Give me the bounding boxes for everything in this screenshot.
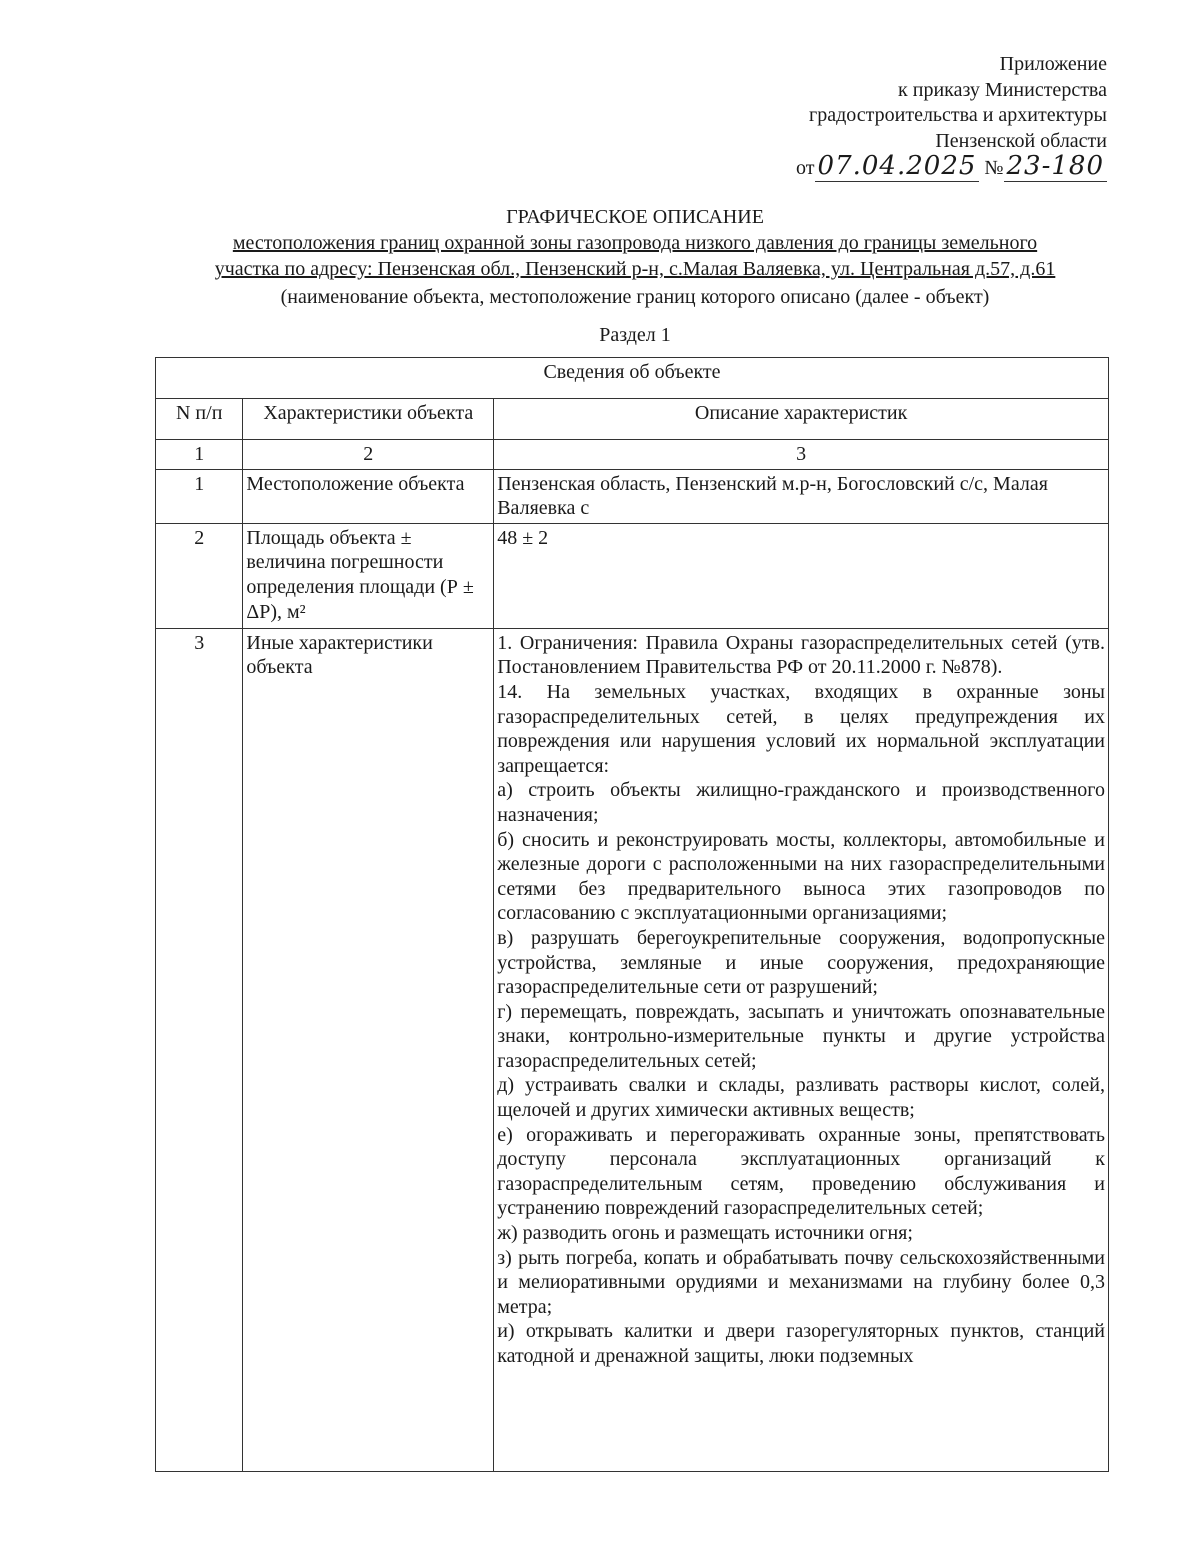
restriction-paragraph: и) открывать калитки и двери газорегуляторных пунктов, станций катодной и дренажной защиты, люки подземных	[497, 1320, 1105, 1367]
document-caption: (наименование объекта, местоположение границ которого описано (далее - объект)	[280, 286, 990, 308]
restriction-paragraph: 14. На земельных участках, входящих в охранные зоны газораспределительных сетей, в целях предупреждения их повреждения или нарушения условий их нормальной эксплуатации запрещается:	[497, 680, 1105, 777]
restriction-paragraph: в) разрушать берегоукрепительные сооружения, водопропускные устройства, земляные и иные сооружения, предохраняющие газораспределительные сети от разрушений;	[497, 926, 1105, 999]
row-characteristic: Местоположение объекта	[243, 469, 494, 523]
order-reference	[796, 151, 1107, 182]
object-info-table	[155, 357, 1109, 1472]
table-row	[156, 523, 1109, 628]
table-row	[156, 628, 1109, 1471]
restriction-paragraph: г) перемещать, повреждать, засыпать и уничтожать опознавательные знаки, контрольно-измерительные пункты и другие устройства газораспределительных сетей;	[497, 1000, 1105, 1072]
restriction-paragraph: 1. Ограничения: Правила Охраны газораспределительных сетей (утв. Постановлением Правительства РФ от 20.11.2000 г. №878).	[497, 631, 1105, 679]
table-row	[156, 469, 1109, 523]
order-date-handwritten: 07.04.2025	[815, 151, 980, 182]
section-title: Раздел 1	[599, 324, 671, 346]
row-description: 48 ± 2	[494, 523, 1109, 628]
table-column-numbers-row	[156, 440, 1109, 470]
order-number-handwritten: 23-180	[1004, 151, 1108, 182]
table-title: Сведения об объекте	[156, 358, 1109, 399]
order-number-label: №	[984, 157, 1004, 179]
appendix-block	[796, 52, 1107, 182]
row-number: 1	[156, 469, 243, 523]
appendix-line-1: Приложение	[999, 53, 1107, 75]
table-title-row	[156, 358, 1109, 399]
column-number-1: 1	[156, 440, 243, 470]
column-number-3: 3	[494, 440, 1109, 470]
row-number: 3	[156, 628, 243, 1471]
restriction-paragraph: б) сносить и реконструировать мосты, коллекторы, автомобильные и железные дороги с расположенными на них газораспределительными сетями без предварительного выноса этих газопроводов по согласованию с эксплуатационными организациями;	[497, 828, 1105, 925]
row-characteristic: Площадь объекта ± величина погрешности определения площади (Р ± ΔР), м²	[243, 523, 494, 628]
order-prefix: от	[796, 157, 815, 179]
restriction-paragraph: ж) разводить огонь и размещать источники огня;	[497, 1222, 913, 1245]
restriction-paragraph: а) строить объекты жилищно-гражданского и производственного назначения;	[497, 779, 1105, 826]
column-header-description: Описание характеристик	[494, 399, 1109, 440]
document-subtitle-line-1: местоположения границ охранной зоны газопровода низкого давления до границы земельного	[232, 232, 1038, 254]
row-number: 2	[156, 523, 243, 628]
row-characteristic: Иные характеристики объекта	[243, 628, 494, 1471]
document-title: ГРАФИЧЕСКОЕ ОПИСАНИЕ	[506, 206, 764, 228]
restriction-paragraph: д) устраивать свалки и склады, разливать растворы кислот, солей, щелочей и других химически активных веществ;	[497, 1074, 1105, 1122]
table-header-row	[156, 399, 1109, 440]
restriction-paragraph: з) рыть погреба, копать и обрабатывать почву сельскохозяйственными и мелиоративными орудиями и механизмами на глубину более 0,3 метра;	[497, 1246, 1105, 1318]
appendix-line-4: Пензенской области	[935, 129, 1107, 152]
appendix-line-2: к приказу Министерства	[898, 78, 1107, 101]
restrictions-text	[497, 631, 1105, 1469]
row-description	[494, 628, 1109, 1471]
row-description: Пензенская область, Пензенский м.р-н, Богословский с/с, Малая Валяевка с	[494, 469, 1109, 523]
column-header-num: N п/п	[156, 399, 243, 440]
column-header-characteristic: Характеристики объекта	[243, 399, 494, 440]
appendix-line-3: градостроительства и архитектуры	[809, 104, 1107, 126]
restriction-paragraph: е) огораживать и перегораживать охранные зоны, препятствовать доступу персонала эксплуатационных организаций к газораспределительным сетям, проведению обслуживания и устранению повреждений газораспределительных сетей;	[497, 1123, 1105, 1220]
document-heading	[155, 204, 1115, 348]
document-subtitle-line-2: участка по адресу: Пензенская обл., Пензенский р-н, с.Малая Валяевка, ул. Центральная д.57, д.61	[214, 258, 1056, 280]
column-number-2: 2	[243, 440, 494, 470]
